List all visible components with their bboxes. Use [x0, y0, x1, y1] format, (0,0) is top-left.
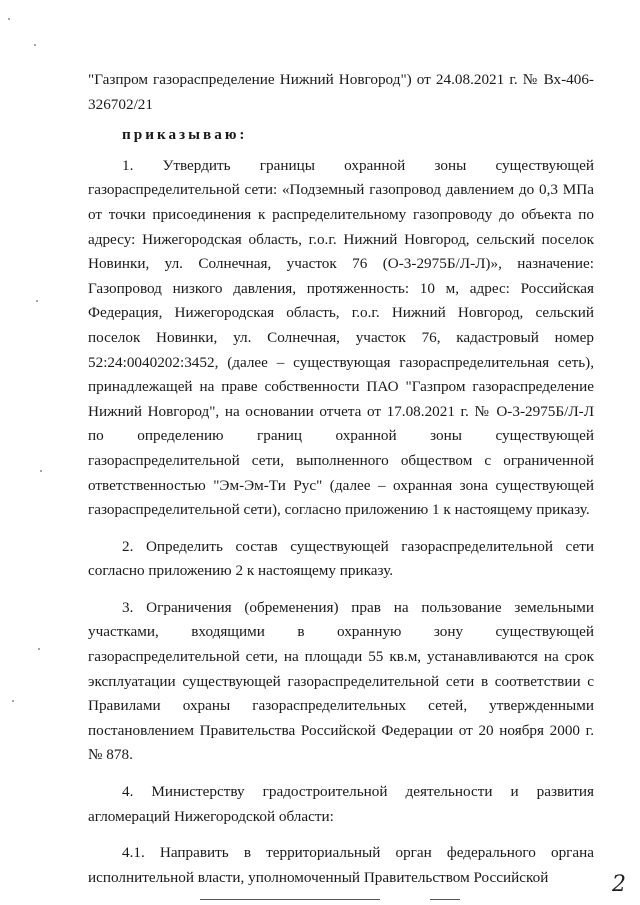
handwritten-page-number: 2: [612, 872, 626, 897]
paragraph-4: 4. Министерству градостроительной деятельности и развития агломераций Нижегородской области:: [88, 783, 594, 825]
paragraph-4-1: 4.1. Направить в территориальный орган федерального органа исполнительной власти, уполномоченный Правительством Российской: [88, 844, 594, 886]
footer-rule-right: [430, 899, 460, 900]
footer-rule-left: [200, 899, 380, 900]
paragraph-continuation: "Газпром газораспределение Нижний Новгород") от 24.08.2021 г. № Вх-406-326702/21: [88, 71, 594, 113]
paragraph-3: 3. Ограничения (обременения) прав на пользование земельными участками, входящими в охранную зону существующей газораспределительной сети, на площади 55 кв.м, устанавливаются на срок эксплуатации существующей газораспределительной сети в соответствии с Правилами охраны газораспределительных сетей, утвержденными постановлением Правительства Российской Федерации от 20 ноября 2000 г. № 878.: [88, 598, 594, 764]
paragraph-1: 1. Утвердить границы охранной зоны существующей газораспределительной сети: «Подземный газопровод давлением до 0,3 МПа от точки присоединения к распределительному газопроводу до объекта по адресу: Нижегородская область, г.о.г. Нижний Новгород, сельский поселок Новинки, ул. Солнечная, участок 76 (О-3-2975Б/Л-Л)», назначение: Газопровод низкого давления, протяженность: 10 м, адрес: Российская Федерация, Нижегородская область, г.о.г. Нижний Новгород, сельский поселок Новинки, ул. Солнечная, участок 76, кадастровый номер 52:24:0040202:3452, (далее – существующая газораспределительная сеть), принадлежащей на праве собственности ПАО "Газпром газораспределение Нижний Новгород", на основании отчета от 17.08.2021 г. № О-3-2975Б/Л-Л по определению границ охранной зоны существующей газораспределительной сети, выполненного обществом с ограниченной ответственностью "Эм-Эм-Ти Рус" (далее – охранная зона существующей газораспределительной сети), согласно приложению 1 к настоящему приказу.: [88, 156, 594, 519]
order-word: приказываю:: [122, 126, 248, 144]
document-body: [88, 68, 594, 890]
paragraph-2: 2. Определить состав существующей газораспределительной сети согласно приложению 2 к настоящему приказу.: [88, 537, 594, 580]
